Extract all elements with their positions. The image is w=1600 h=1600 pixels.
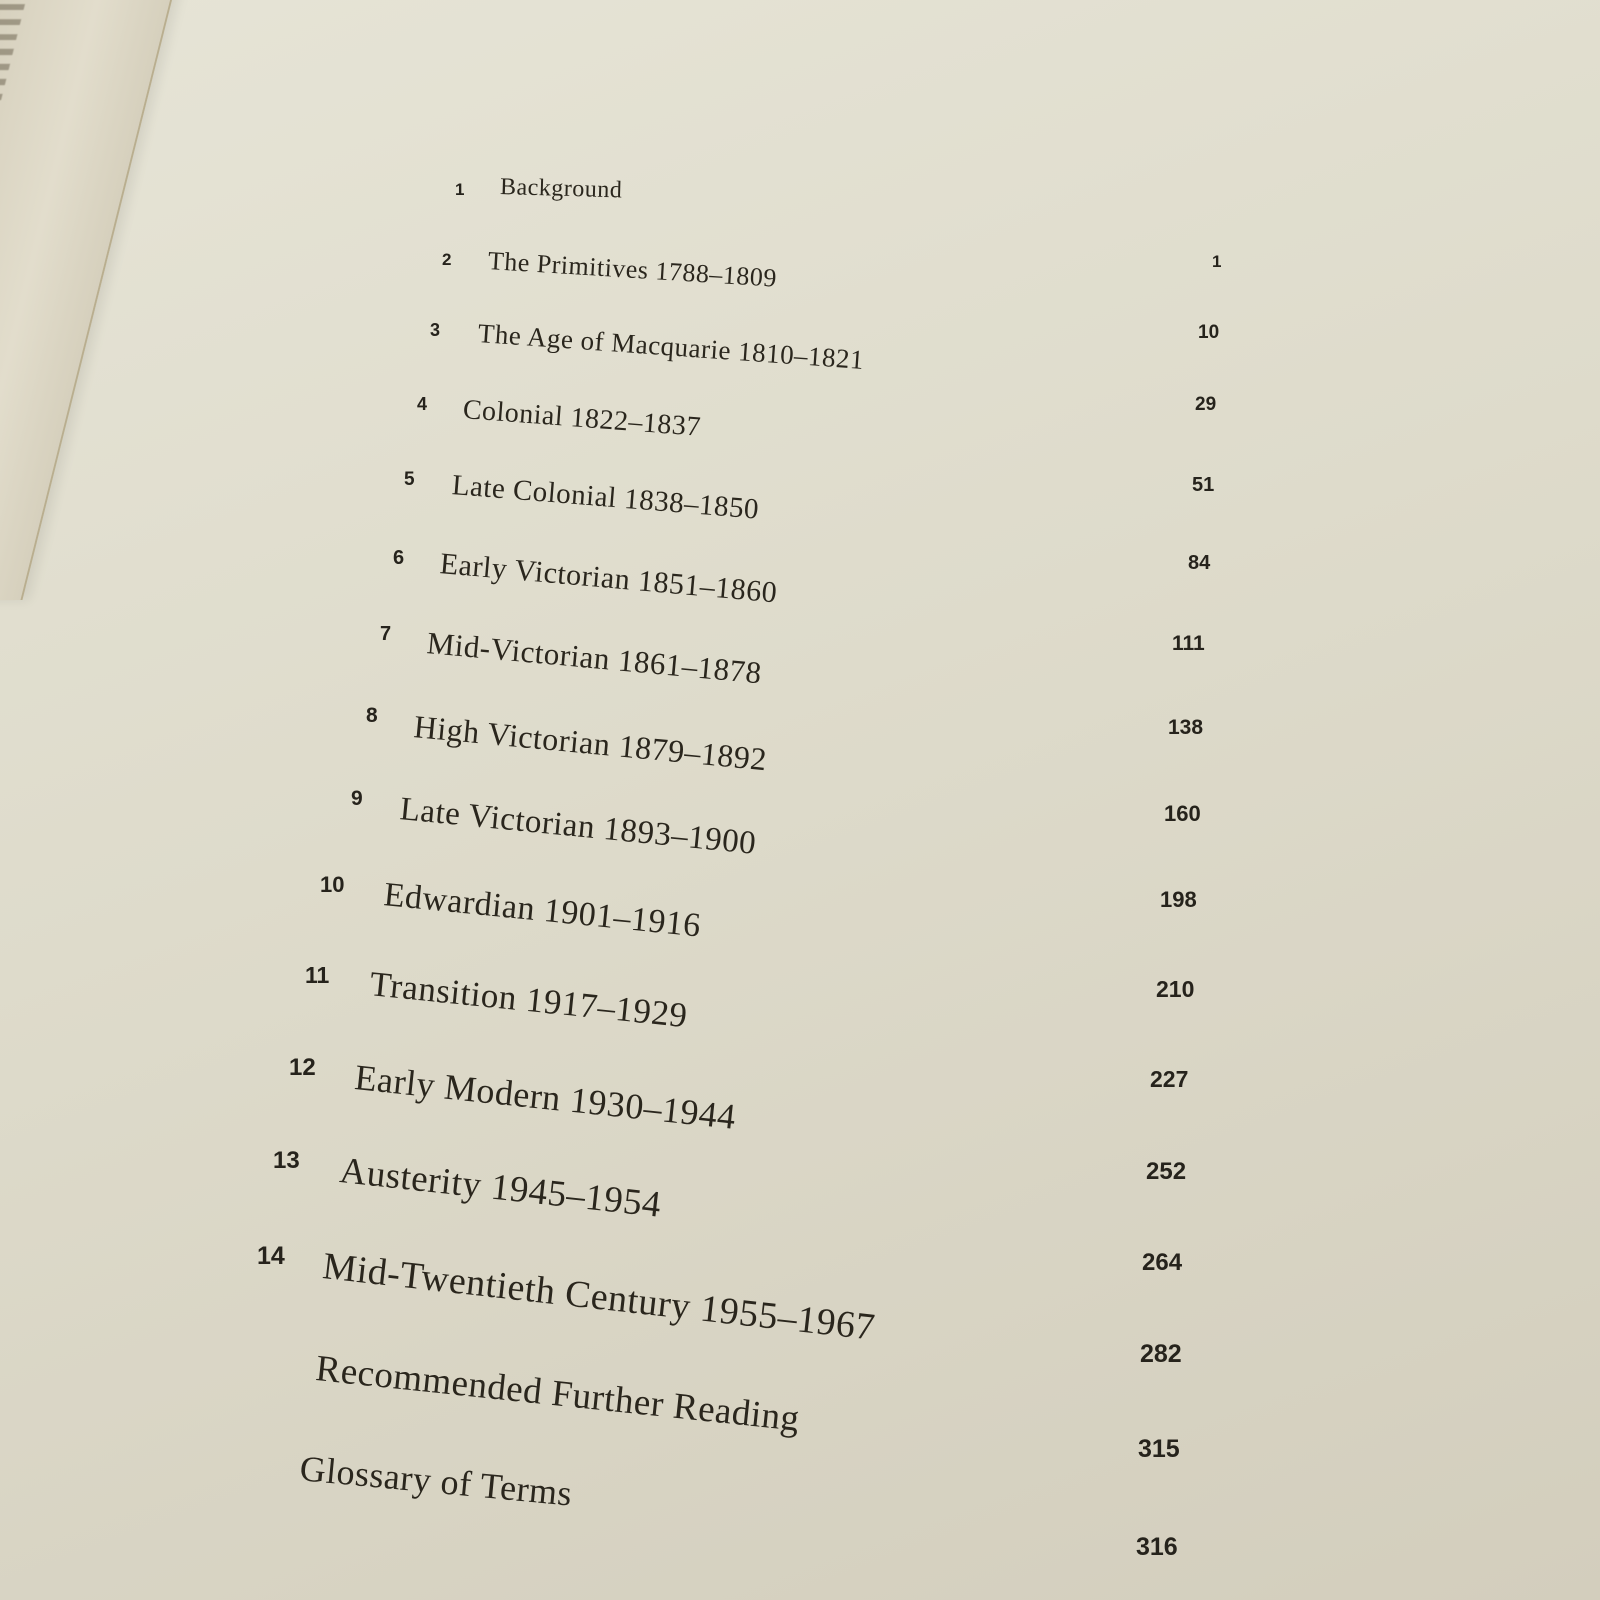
back-matter-title: Glossary of Terms — [298, 1448, 574, 1514]
back-matter-title: Recommended Further Reading — [313, 1348, 802, 1440]
toc-entry — [0, 302, 1600, 415]
chapter-title: Colonial 1822–1837 — [461, 394, 702, 443]
toc-entry — [0, 455, 1600, 574]
page-number: 51 — [1192, 474, 1215, 496]
chapter-title: Mid-Victorian 1861–1878 — [425, 625, 764, 691]
chapter-title: Early Victorian 1851–1860 — [438, 547, 779, 610]
page-number: 210 — [1156, 976, 1195, 1002]
chapter-number: 5 — [404, 469, 415, 490]
chapter-title: High Victorian 1879–1892 — [412, 708, 769, 778]
chapter-number: 6 — [393, 547, 405, 569]
toc-entry — [0, 1240, 1600, 1368]
page-number: 316 — [1136, 1533, 1178, 1561]
page-number: 264 — [1142, 1249, 1183, 1276]
toc-entry — [0, 1345, 1600, 1463]
chapter-title: Transition 1917–1929 — [368, 964, 690, 1036]
toc-entry — [0, 1445, 1600, 1561]
toc-entry — [0, 700, 1600, 826]
page-number: 160 — [1164, 801, 1201, 826]
page-number: 84 — [1188, 552, 1211, 574]
toc-entry — [0, 615, 1600, 739]
chapter-title: Austerity 1945–1954 — [337, 1150, 664, 1226]
page-number: 252 — [1146, 1158, 1187, 1185]
chapter-title: The Primitives 1788–1809 — [487, 246, 778, 293]
page-number: 138 — [1168, 716, 1204, 739]
page-number: 1 — [1212, 252, 1222, 271]
page-number: 111 — [1172, 632, 1205, 655]
toc-entry — [0, 378, 1600, 496]
chapter-number: 10 — [320, 872, 345, 897]
chapter-number: 14 — [257, 1242, 285, 1270]
chapter-title: Edwardian 1901–1916 — [382, 876, 703, 945]
chapter-title: The Age of Macquarie 1810–1821 — [476, 318, 866, 375]
chapter-number: 7 — [380, 623, 392, 645]
page-number: 315 — [1138, 1435, 1180, 1463]
chapter-number: 1 — [455, 180, 465, 199]
chapter-title: Early Modern 1930–1944 — [352, 1057, 738, 1137]
chapter-title: Late Colonial 1838–1850 — [450, 469, 761, 526]
chapter-number: 11 — [305, 962, 330, 988]
chapter-number: 3 — [430, 320, 441, 340]
page-number: 282 — [1140, 1340, 1182, 1368]
chapter-title: Background — [499, 174, 623, 204]
chapter-title: Late Victorian 1893–1900 — [398, 791, 758, 862]
chapter-title: Mid-Twentieth Century 1955–1967 — [320, 1245, 878, 1349]
page-number: 227 — [1150, 1066, 1189, 1092]
chapter-number: 4 — [417, 394, 428, 414]
chapter-number: 2 — [442, 250, 452, 269]
chapter-number: 9 — [351, 787, 363, 810]
chapter-number: 8 — [366, 704, 378, 727]
page-number: 10 — [1198, 322, 1220, 343]
chapter-number: 12 — [289, 1054, 316, 1081]
page-number: 29 — [1195, 394, 1217, 415]
page-number: 198 — [1160, 887, 1197, 912]
toc-entry — [0, 535, 1600, 655]
chapter-number: 13 — [273, 1147, 300, 1174]
toc-entry — [0, 230, 1600, 343]
